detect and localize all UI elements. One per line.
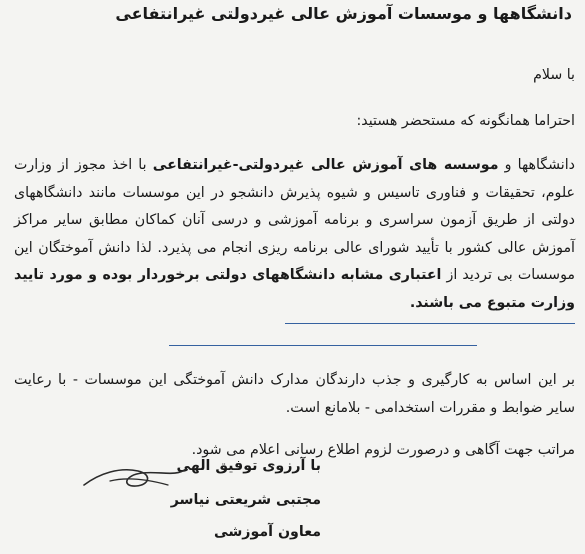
emphasis-underline xyxy=(169,345,477,346)
closing-line: با آرزوی توفیق الهی xyxy=(176,458,321,474)
paragraph-main xyxy=(14,152,575,317)
paragraph-main-prefix: دانشگاهها و xyxy=(498,157,576,173)
letter-title: دانشگاهها و موسسات آموزش عالی غیردولتی غیرانتفاعی xyxy=(115,4,572,23)
paragraph-notice: مراتب جهت آگاهی و درصورت لزوم اطلاع رسانی اعلام می شود. xyxy=(191,442,575,458)
paragraph-main-bold: موسسه های آموزش عالی غیردولتی-غیرانتفاعی xyxy=(152,157,499,173)
intro-line: احتراما همانگونه که مستحضر هستید: xyxy=(356,113,575,129)
signatory-name: مجتبی شریعتی نیاسر xyxy=(170,492,321,508)
greeting: با سلام xyxy=(533,67,575,83)
signature-scribble xyxy=(80,455,190,495)
paragraph-main-body: با اخذ مجوز از وزارت علوم، تحقیقات و فناوری تاسیس و شیوه پذیرش دانشجو در این موسسات مانند دانشگاههای دولتی از طریق آزمون سراسری و برنامه آموزشی و درسی آنان کماکان مطابق سایر مراکز آموزش عالی کشور با تأیید شورای عالی برنامه ریزی انجام می پذیرد. لذا دانش آموختگان این موسسات بی تردید از xyxy=(14,157,575,283)
signatory-title: معاون آموزشی xyxy=(213,524,321,540)
paragraph-hiring: بر این اساس به کارگیری و جذب دارندگان مدارک دانش آموختگی این موسسات - با رعایت سایر ضوابط و مقررات استخدامی - بلامانع است. xyxy=(14,372,575,416)
paragraph-main-emphasis: اعتباری مشابه دانشگاههای دولتی برخوردار بوده و مورد تایید وزارت متبوع می باشند. xyxy=(14,267,575,311)
emphasis-underline xyxy=(285,323,575,324)
